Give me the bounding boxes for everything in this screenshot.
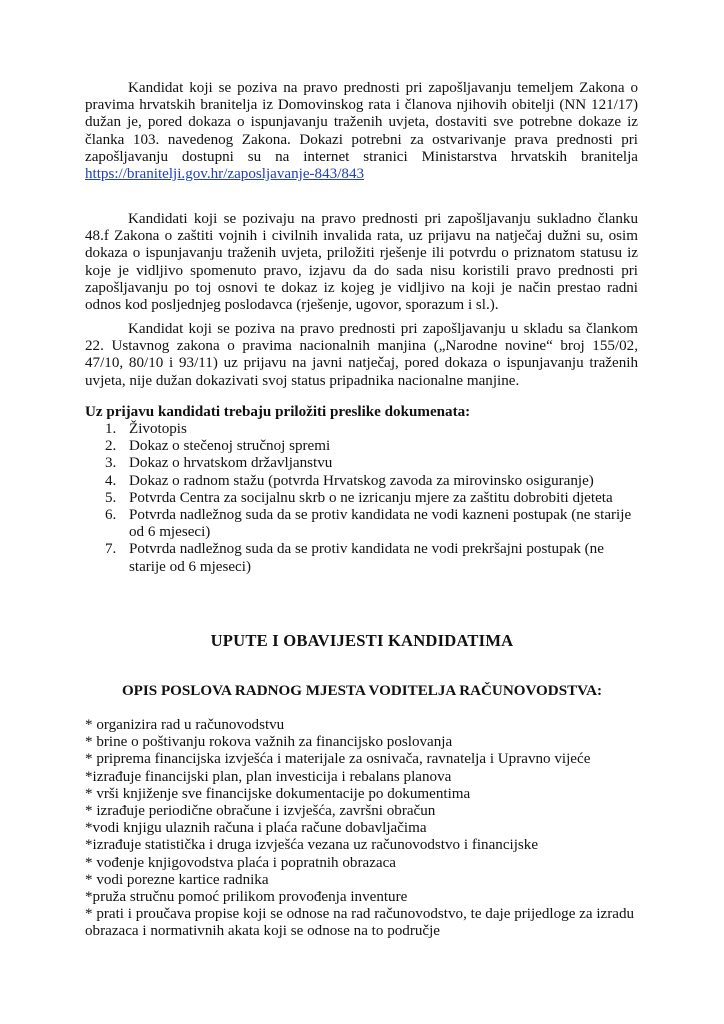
list-item-number: 7.	[105, 541, 117, 558]
duty-item: * vrši knjiženje sve financijske dokumentacije po dokumentima	[85, 785, 471, 802]
list-item	[105, 455, 640, 472]
duty-item: * priprema financijska izvješća i materijale za osnivača, ravnatelja i Upravno vijeće	[85, 751, 591, 768]
list-item	[105, 541, 640, 575]
list-item-number: 3.	[105, 455, 117, 472]
paragraph-war-invalids-priority: Kandidati koji se pozivaju na pravo prednosti pri zapošljavanju sukladno članku 48.f Zakona o zaštiti vojnih i civilnih invalida rata, uz prijavu na natječaj dužni su, osim dokaza o ispunjavanju traženih uvjeta, priložiti rješenje ili potvrdu o priznatom statusu iz koje je vidljivo spomenuto pravo, izjavu da do sada nisu koristili pravo prednosti pri zapošljavanju po toj osnovi te dokaz iz kojeg je vidljivo na koji je način prestao radni odnos kod posljednjeg poslodavca (rješenje, ugovor, sporazum i sl.).	[85, 211, 638, 314]
list-item	[105, 421, 640, 438]
list-item-text: Dokaz o stečenoj stručnoj spremi	[129, 438, 331, 455]
duty-item: * vodi porezne kartice radnika	[85, 871, 269, 888]
paragraph-veterans-priority-text: Kandidat koji se poziva na pravo prednosti pri zapošljavanju temeljem Zakona o pravima hrvatskih branitelja iz Domovinskog rata i članova njihovih obitelji (NN 121/17) dužan je, pored dokaza o ispunjavanju traženih uvjeta, dostaviti sve potrebne dokaze iz članka 103. navedenog Zakona. Dokazi potrebni za ostvarivanje prava prednosti pri zapošljavanju dostupni su na internet stranici Ministarstva hrvatskih branitelja	[85, 80, 638, 165]
list-item	[105, 507, 640, 541]
attachments-list	[105, 421, 640, 576]
duty-item: *pruža stručnu pomoć prilikom provođenja inventure	[85, 889, 408, 906]
list-item-number: 6.	[105, 507, 117, 524]
paragraph-veterans-priority	[85, 80, 638, 183]
duty-item: *izrađuje financijski plan, plan investicija i rebalans planova	[85, 768, 452, 785]
section-title: UPUTE I OBAVIJESTI KANDIDATIMA	[210, 631, 514, 650]
list-item-text: Potvrda nadležnog suda da se protiv kandidata ne vodi kazneni postupak (ne starije od 6 mjeseci)	[129, 507, 632, 541]
attachments-heading: Uz prijavu kandidati trebaju priložiti preslike dokumenata:	[85, 404, 471, 420]
paragraph-national-minorities-priority: Kandidat koji se poziva na pravo prednosti pri zapošljavanju u skladu sa člankom 22. Ustavnog zakona o pravima nacionalnih manjina („Narodne novine“ broj 155/02, 47/10, 80/10 i 93/11) uz prijavu na javni natječaj, pored dokaza o ispunjavanju traženih uvjeta, nije dužan dokazivati svoj status pripadnika nacionalne manjine.	[85, 321, 638, 389]
list-item	[105, 490, 640, 507]
list-item	[105, 438, 640, 455]
duty-item: *izrađuje statistička i druga izvješća vezana uz računovodstvo i financijske	[85, 837, 539, 854]
list-item-number: 1.	[105, 421, 117, 437]
ministry-link[interactable]: https://branitelji.gov.hr/zaposljavanje-843/843	[85, 166, 365, 183]
list-item-text: Životopis	[129, 421, 187, 437]
job-duties-list	[85, 717, 638, 941]
list-item-number: 5.	[105, 489, 117, 506]
duty-item: * prati i proučava propise koji se odnose na rad računovodstvo, te daje prijedloge za izradu obrazaca i normativnih akata koji se odnose na to područje	[85, 906, 635, 940]
duty-item: * brine o poštivanju rokova važnih za financijsko poslovanja	[85, 734, 453, 751]
duty-item: * vođenje knjigovodstva plaća i popratnih obrazaca	[85, 854, 396, 871]
list-item-text: Dokaz o radnom stažu (potvrda Hrvatskog zavoda za mirovinsko osiguranje)	[129, 472, 594, 489]
duty-item: * izrađuje periodične obračune i izvješća, završni obračun	[85, 803, 436, 820]
list-item-text: Potvrda Centra za socijalnu skrb o ne izricanju mjere za zaštitu dobrobiti djeteta	[129, 489, 613, 506]
job-description-title: OPIS POSLOVA RADNOG MJESTA VODITELJA RAČUNOVODSTVA:	[121, 683, 603, 699]
duty-item: * organizira rad u računovodstvu	[85, 717, 285, 733]
list-item-text: Potvrda nadležnog suda da se protiv kandidata ne vodi prekršajni postupak (ne starije od 6 mjeseci)	[129, 541, 604, 575]
duty-item: *vodi knjigu ulaznih računa i plaća račune dobavljačima	[85, 820, 427, 837]
list-item-text: Dokaz o hrvatskom državljanstvu	[129, 455, 333, 472]
list-item-number: 2.	[105, 438, 117, 455]
list-item-number: 4.	[105, 472, 117, 489]
list-item	[105, 473, 640, 490]
